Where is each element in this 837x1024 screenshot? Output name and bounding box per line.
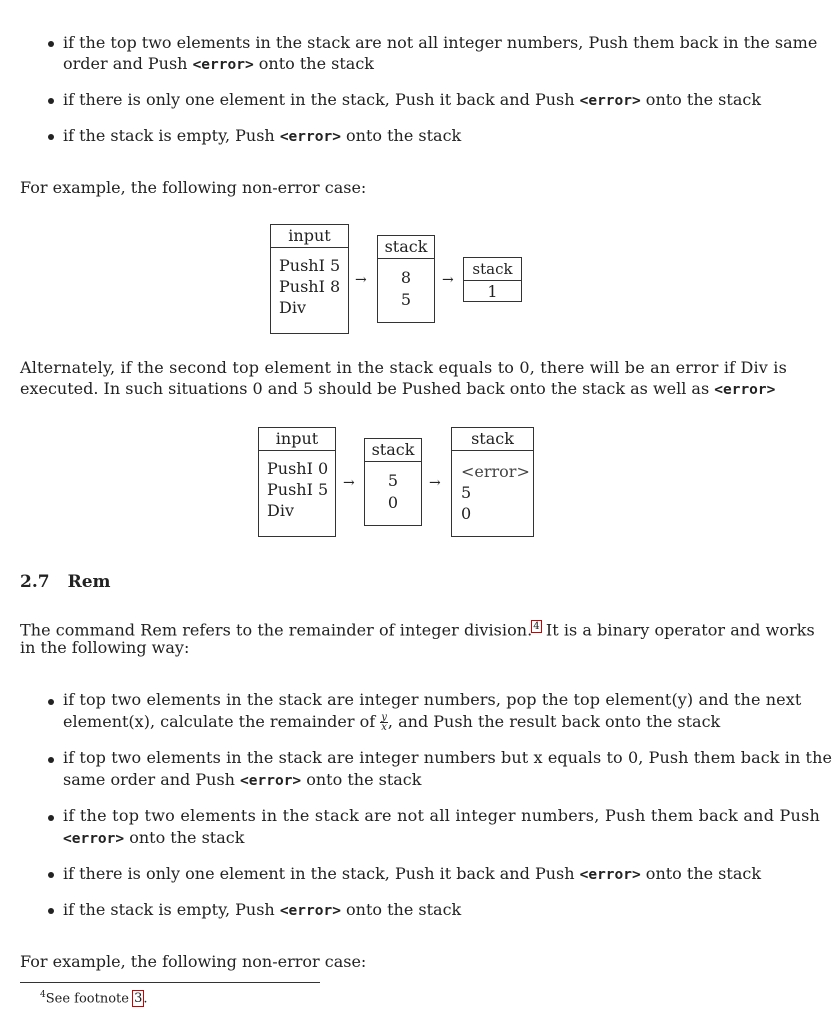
arrow-icon: → — [442, 272, 454, 288]
footnote-separator — [20, 982, 320, 983]
bullet — [48, 872, 54, 878]
bullet — [48, 908, 54, 914]
arrow-icon: → — [355, 272, 367, 288]
bullet-text: if there is only one element in the stack, Push it back and Push <error> onto the stack — [63, 864, 762, 883]
stack-header: stack — [378, 236, 434, 259]
footnote-ref-link[interactable]: 3 — [134, 991, 143, 1007]
result-header: stack — [464, 258, 521, 281]
stack-box — [377, 235, 435, 323]
result-box — [451, 427, 534, 537]
input-header: input — [271, 225, 348, 248]
code-error: <error> — [63, 831, 125, 847]
bullet-text: <error> onto the stack — [63, 828, 245, 847]
arrow-icon: → — [429, 475, 441, 491]
code-error: <error> — [714, 382, 776, 398]
result-value: 1 — [487, 282, 498, 301]
bullet — [48, 134, 54, 140]
fraction-y-over-x: $\frac{y}{x}$ — [381, 712, 387, 733]
bullet-text: same order and Push <error> onto the stack — [63, 770, 422, 789]
input-header: input — [259, 428, 335, 451]
bullet-text: order and Push <error> onto the stack — [63, 54, 374, 73]
footnote: $^4$See footnote 3. — [40, 990, 148, 1007]
bullet-text: if the stack is empty, Push <error> onto the stack — [63, 900, 462, 919]
paragraph: executed. In such situations 0 and 5 should be Pushed back onto the stack as well as <error> — [20, 379, 776, 398]
bullet-text: if top two elements in the stack are integer numbers, pop the top element(y) and the next — [63, 690, 802, 709]
result-values: <error> 5 0 — [461, 462, 530, 523]
input-lines: PushI 0 PushI 5 Div — [267, 459, 329, 520]
bullet-text: if top two elements in the stack are integer numbers but x equals to 0, Push them back in the — [63, 748, 833, 767]
bullet-text: if there is only one element in the stack, Push it back and Push <error> onto the stack — [63, 90, 762, 109]
result-box — [463, 257, 522, 302]
bullet-text: if the stack is empty, Push <error> onto the stack — [63, 126, 462, 145]
input-box — [270, 224, 349, 334]
paragraph: The command Rem refers to the remainder of integer division.$^4$ It is a binary operator and works — [20, 620, 815, 640]
bullet — [48, 815, 54, 821]
paragraph: Alternately, if the second top element in the stack equals to 0, there will be an error if Div is — [20, 358, 787, 377]
code-error: <error> — [579, 867, 641, 883]
bullet — [48, 98, 54, 104]
example-intro: For example, the following non-error case: — [20, 952, 367, 971]
bullet-text: if the top two elements in the stack are not all integer numbers, Push them back in the same — [63, 33, 818, 52]
input-lines: PushI 5 PushI 8 Div — [279, 256, 341, 317]
stack-header: stack — [365, 439, 421, 462]
stack-box — [364, 438, 422, 526]
code-error: <error> — [279, 903, 341, 919]
stack-values: 8 5 — [400, 268, 412, 309]
section-heading: 2.7 Rem — [20, 572, 111, 592]
bullet — [48, 699, 54, 705]
code-error: <error> — [279, 129, 341, 145]
arrow-icon: → — [343, 475, 355, 491]
bullet-text: if the top two elements in the stack are not all integer numbers, Push them back and Push — [63, 806, 821, 825]
code-error: <error> — [579, 93, 641, 109]
stack-values: 5 0 — [387, 471, 399, 512]
code-error: <error> — [240, 773, 302, 789]
paragraph: in the following way: — [20, 638, 190, 657]
bullet — [48, 757, 54, 763]
result-header: stack — [452, 428, 533, 451]
footnote-link[interactable]: 4 — [533, 621, 540, 632]
bullet-text: element(x), calculate the remainder of $\frac{y}{x}$ , and Push the result back onto the stack — [63, 712, 721, 733]
input-box — [258, 427, 336, 537]
example-intro: For example, the following non-error case: — [20, 178, 367, 197]
bullet — [48, 41, 54, 47]
code-error: <error> — [192, 57, 254, 73]
